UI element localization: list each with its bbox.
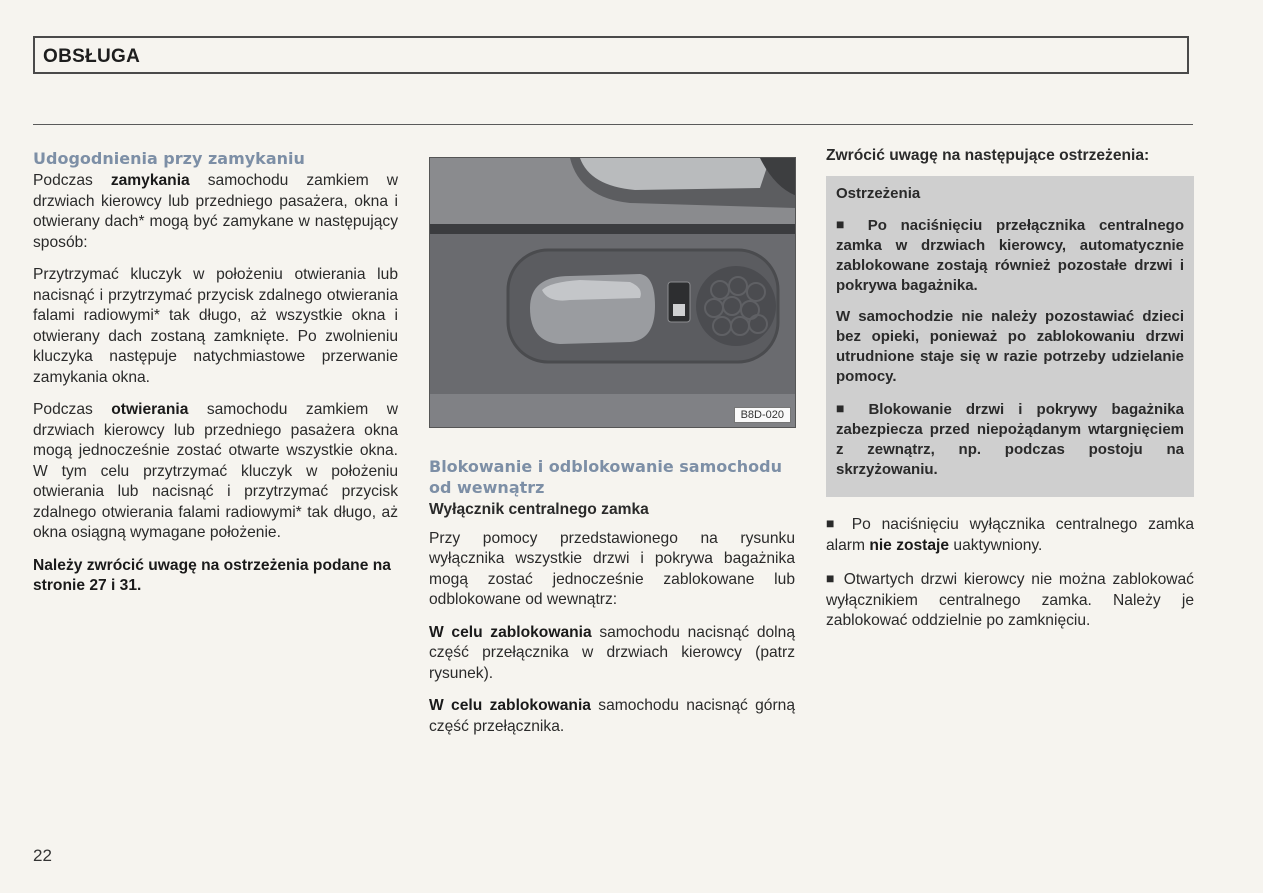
column-middle [429, 456, 795, 749]
paragraph-lock-lower: W celu zablokowania samochodu nacisnąć dolną część przełącznika w drzwiach kierowcy (patrz rysunek). [429, 623, 795, 682]
warning-item: ■ Blokowanie drzwi i pokrywy bagażnika zabezpiecza przed niepożądanym wtargnięciem z zewnątrz, np. podczas postoju na skrzyżowaniu. [836, 400, 1184, 478]
warnings-intro: Zwrócić uwagę na następujące ostrzeżenia: [826, 147, 1150, 164]
subheading-central-lock-switch: Wyłącznik centralnego zamka [429, 501, 649, 518]
paragraph-opening: Podczas otwierania samochodu zamkiem w drzwiach kierowcy lub przedniego pasażera okna mogą jednocześnie zostać otwarte wszystkie okna. W tym celu przytrzymać kluczyk w położeniu otwierania lub nacisnąć i przytrzymać przycisk zdalnego otwierania falami radiowymi* tak długo, aż okna osiągną wymagane położenie. [33, 401, 398, 541]
warning-box [826, 176, 1194, 497]
paragraph-hold-key: Przytrzymać kluczyk w położeniu otwierania lub nacisnąć i przytrzymać przycisk zdalnego otwierania falami radiowymi* tak długo, aż wszystkie okna i otwierany dach zostaną zamknięte. Po zwolnieniu kluczyka następuje natychmiastowe przerwanie zamykania okna. [33, 266, 398, 386]
heading-locking-inside: Blokowanie i odblokowanie samochodu od wewnątrz [429, 457, 782, 497]
column-left [33, 148, 398, 609]
note-alarm: ■ Po naciśnięciu wyłącznika centralnego zamka alarm nie zostaje uaktywniony. [826, 515, 1194, 554]
door-panel-illustration [430, 158, 796, 428]
figure-label: B8D-020 [734, 407, 791, 423]
warning-title: Ostrzeżenia [836, 185, 921, 202]
heading-closing-comfort: Udogodnienia przy zamykaniu [33, 149, 305, 168]
square-bullet-icon: ■ [826, 515, 841, 531]
note-driver-door: ■ Otwartych drzwi kierowcy nie można zablokować wyłącznikiem centralnego zamka. Należy je zablokować oddzielnie po zamknięciu. [826, 570, 1194, 629]
warning-item: ■ Po naciśnięciu przełącznika centralnego zamka w drzwiach kierowcy, automatycznie zablokowane zostają również pozostałe drzwi i pokrywa bagażnika. [836, 216, 1184, 294]
paragraph-switch-usage: Przy pomocy przedstawionego na rysunku wyłącznika wszystkie drzwi i pokrywa bagażnika mogą zostać jednocześnie zablokowane lub odblokowane od wewnątrz: [429, 529, 795, 608]
paragraph-closing: Podczas zamykania samochodu zamkiem w drzwiach kierowcy lub przedniego pasażera, okna i otwierany dach* mogą być zamykane w następujący sposób: [33, 172, 398, 251]
section-title: OBSŁUGA [43, 46, 141, 67]
square-bullet-icon: ■ [826, 570, 837, 586]
column-right [826, 145, 1194, 644]
door-switch-figure [429, 157, 796, 428]
warning-item: W samochodzie nie należy pozostawiać dzieci bez opieki, ponieważ po zablokowaniu drzwi utrudnione staje się w razie potrzeby udzielanie pomocy. [836, 308, 1184, 385]
page-number: 22 [33, 846, 52, 865]
horizontal-rule [33, 124, 1193, 125]
square-bullet-icon: ■ [836, 400, 855, 416]
paragraph-lock-upper: W celu zablokowania samochodu nacisnąć górną część przełącznika. [429, 697, 796, 735]
square-bullet-icon: ■ [836, 216, 855, 232]
section-header-box [33, 36, 1189, 74]
warning-reference-note: Należy zwrócić uwagę na ostrzeżenia podane na stronie 27 i 31. [33, 556, 391, 594]
